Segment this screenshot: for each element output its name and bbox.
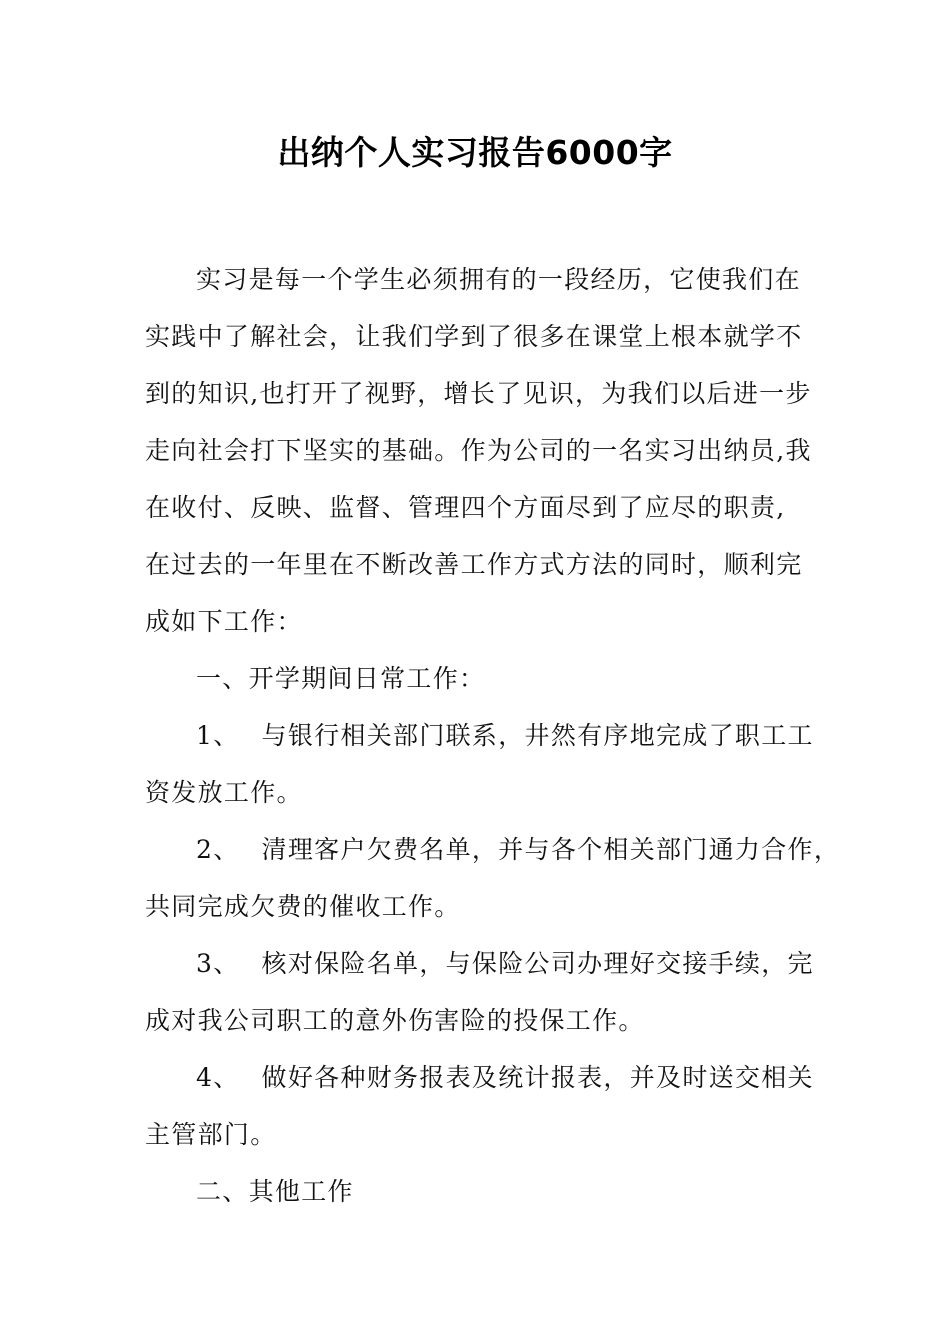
paragraph-line: 实践中了解社会，让我们学到了很多在课堂上根本就学不: [145, 322, 803, 351]
list-item-text: 清理客户欠费名单，并与各个相关部门通力合作，: [261, 835, 841, 864]
list-item-number: 1、: [196, 721, 240, 750]
list-item-number: 3、: [196, 949, 240, 978]
paragraph-line: 实习是每一个学生必须拥有的一段经历，它使我们在: [196, 265, 801, 294]
list-item-number: 4、: [196, 1063, 240, 1092]
paragraph-line: 在过去的一年里在不断改善工作方式方法的同时，顺利完: [145, 550, 803, 579]
section-heading-1: 一、开学期间日常工作：: [196, 664, 486, 693]
list-item-first-line: [196, 1058, 814, 1098]
list-item-text: 做好各种财务报表及统计报表，并及时送交相关: [261, 1063, 814, 1092]
list-item-text-continued: 成对我公司职工的意外伤害险的投保工作。: [145, 1006, 645, 1035]
paragraph-line: 在收付、反映、监督、管理四个方面尽到了应尽的职责,: [145, 493, 786, 522]
list-item-text: 与银行相关部门联系，井然有序地完成了职工工: [261, 721, 814, 750]
list-item-text: 核对保险名单，与保险公司办理好交接手续，完: [261, 949, 814, 978]
list-item-first-line: [196, 944, 814, 984]
list-item-number: 2、: [196, 835, 240, 864]
list-item-first-line: [196, 830, 840, 870]
paragraph-line: 走向社会打下坚实的基础。作为公司的一名实习出纳员,我: [145, 436, 812, 465]
list-item-text-continued: 资发放工作。: [145, 778, 303, 807]
paragraph-line: 成如下工作：: [145, 607, 303, 636]
list-item-text-continued: 主管部门。: [145, 1120, 277, 1149]
list-item-first-line: [196, 716, 814, 756]
paragraph-line: 到的知识,也打开了视野，增长了见识，为我们以后进一步: [145, 379, 812, 408]
section-heading-2: 二、其他工作: [196, 1177, 354, 1206]
document-title: 出纳个人实习报告6000字: [277, 133, 673, 172]
list-item-text-continued: 共同完成欠费的催收工作。: [145, 892, 461, 921]
